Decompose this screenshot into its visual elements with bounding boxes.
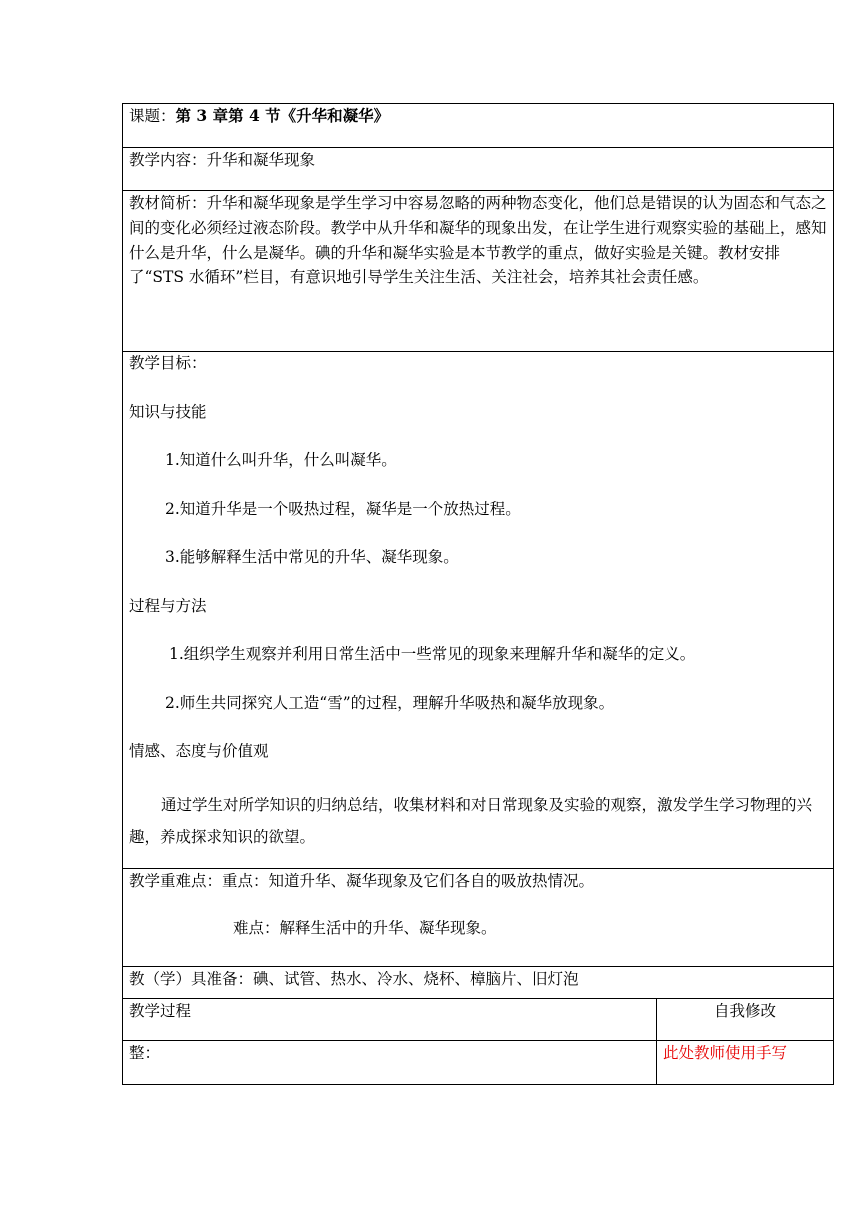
goals-row (123, 352, 834, 869)
content-row (123, 148, 834, 191)
process-row (123, 999, 834, 1041)
emotion-text: 通过学生对所学知识的归纳总结，收集材料和对日常现象及实验的观察，激发学生学习物理的兴趣，养成探求知识的欲望。 (129, 795, 813, 846)
teaching-aids: 教（学）具准备：碘、试管、热水、冷水、烧杯、樟脑片、旧灯泡 (123, 967, 834, 999)
process-item-2: 2.师生共同探究人工造“雪”的过程，理解升华吸热和凝华放现象。 (165, 693, 615, 712)
title-label: 课题： (129, 107, 176, 125)
notes-left: 整： (123, 1041, 657, 1085)
analysis-row (123, 191, 834, 352)
process-item-1: 1.组织学生观察并利用日常生活中一些常见的现象来理解升华和凝华的定义。 (169, 645, 696, 663)
difficult-point: 难点：解释生活中的升华、凝华现象。 (233, 918, 497, 937)
textbook-analysis: 教材简析：升华和凝华现象是学生学习中容易忽略的两种物态变化，他们总是错误的认为固态和气态之间的变化必须经过液态阶段。教学中从升华和凝华的现象出发，在让学生进行观察实验的基础上，感知什么是升华，什么是凝华。碘的升华和凝华实验是本节教学的重点，做好实验是关键。教材安排了“STS 水循环”栏目，有意识地引导学生关注生活、关注社会，培养其社会责任感。 (123, 191, 834, 352)
lesson-plan-table (122, 103, 834, 1085)
knowledge-heading: 知识与技能 (129, 402, 207, 421)
goals-heading: 教学目标： (129, 354, 207, 372)
self-revision-label: 自我修改 (657, 999, 834, 1041)
emotion-heading: 情感、态度与价值观 (129, 742, 269, 760)
knowledge-item-1: 1.知道什么叫升华，什么叫凝华。 (165, 451, 397, 469)
knowledge-item-3: 3.能够解释生活中常见的升华、凝华现象。 (165, 548, 459, 566)
process-heading: 过程与方法 (129, 596, 207, 615)
title-row (123, 104, 834, 148)
teaching-process-label: 教学过程 (123, 999, 657, 1041)
key-points-row (123, 869, 834, 967)
key-point: 教学重难点：重点：知道升华、凝华现象及它们各自的吸放热情况。 (129, 872, 595, 890)
notes-row (123, 1041, 834, 1085)
prep-row (123, 967, 834, 999)
knowledge-item-2: 2.知道升华是一个吸热过程，凝华是一个放热过程。 (165, 499, 521, 518)
teaching-content: 教学内容：升华和凝华现象 (123, 148, 834, 191)
handwriting-note: 此处教师使用手写 (657, 1041, 834, 1085)
lesson-title: 第 3 章第 4 节《升华和凝华》 (175, 106, 390, 125)
